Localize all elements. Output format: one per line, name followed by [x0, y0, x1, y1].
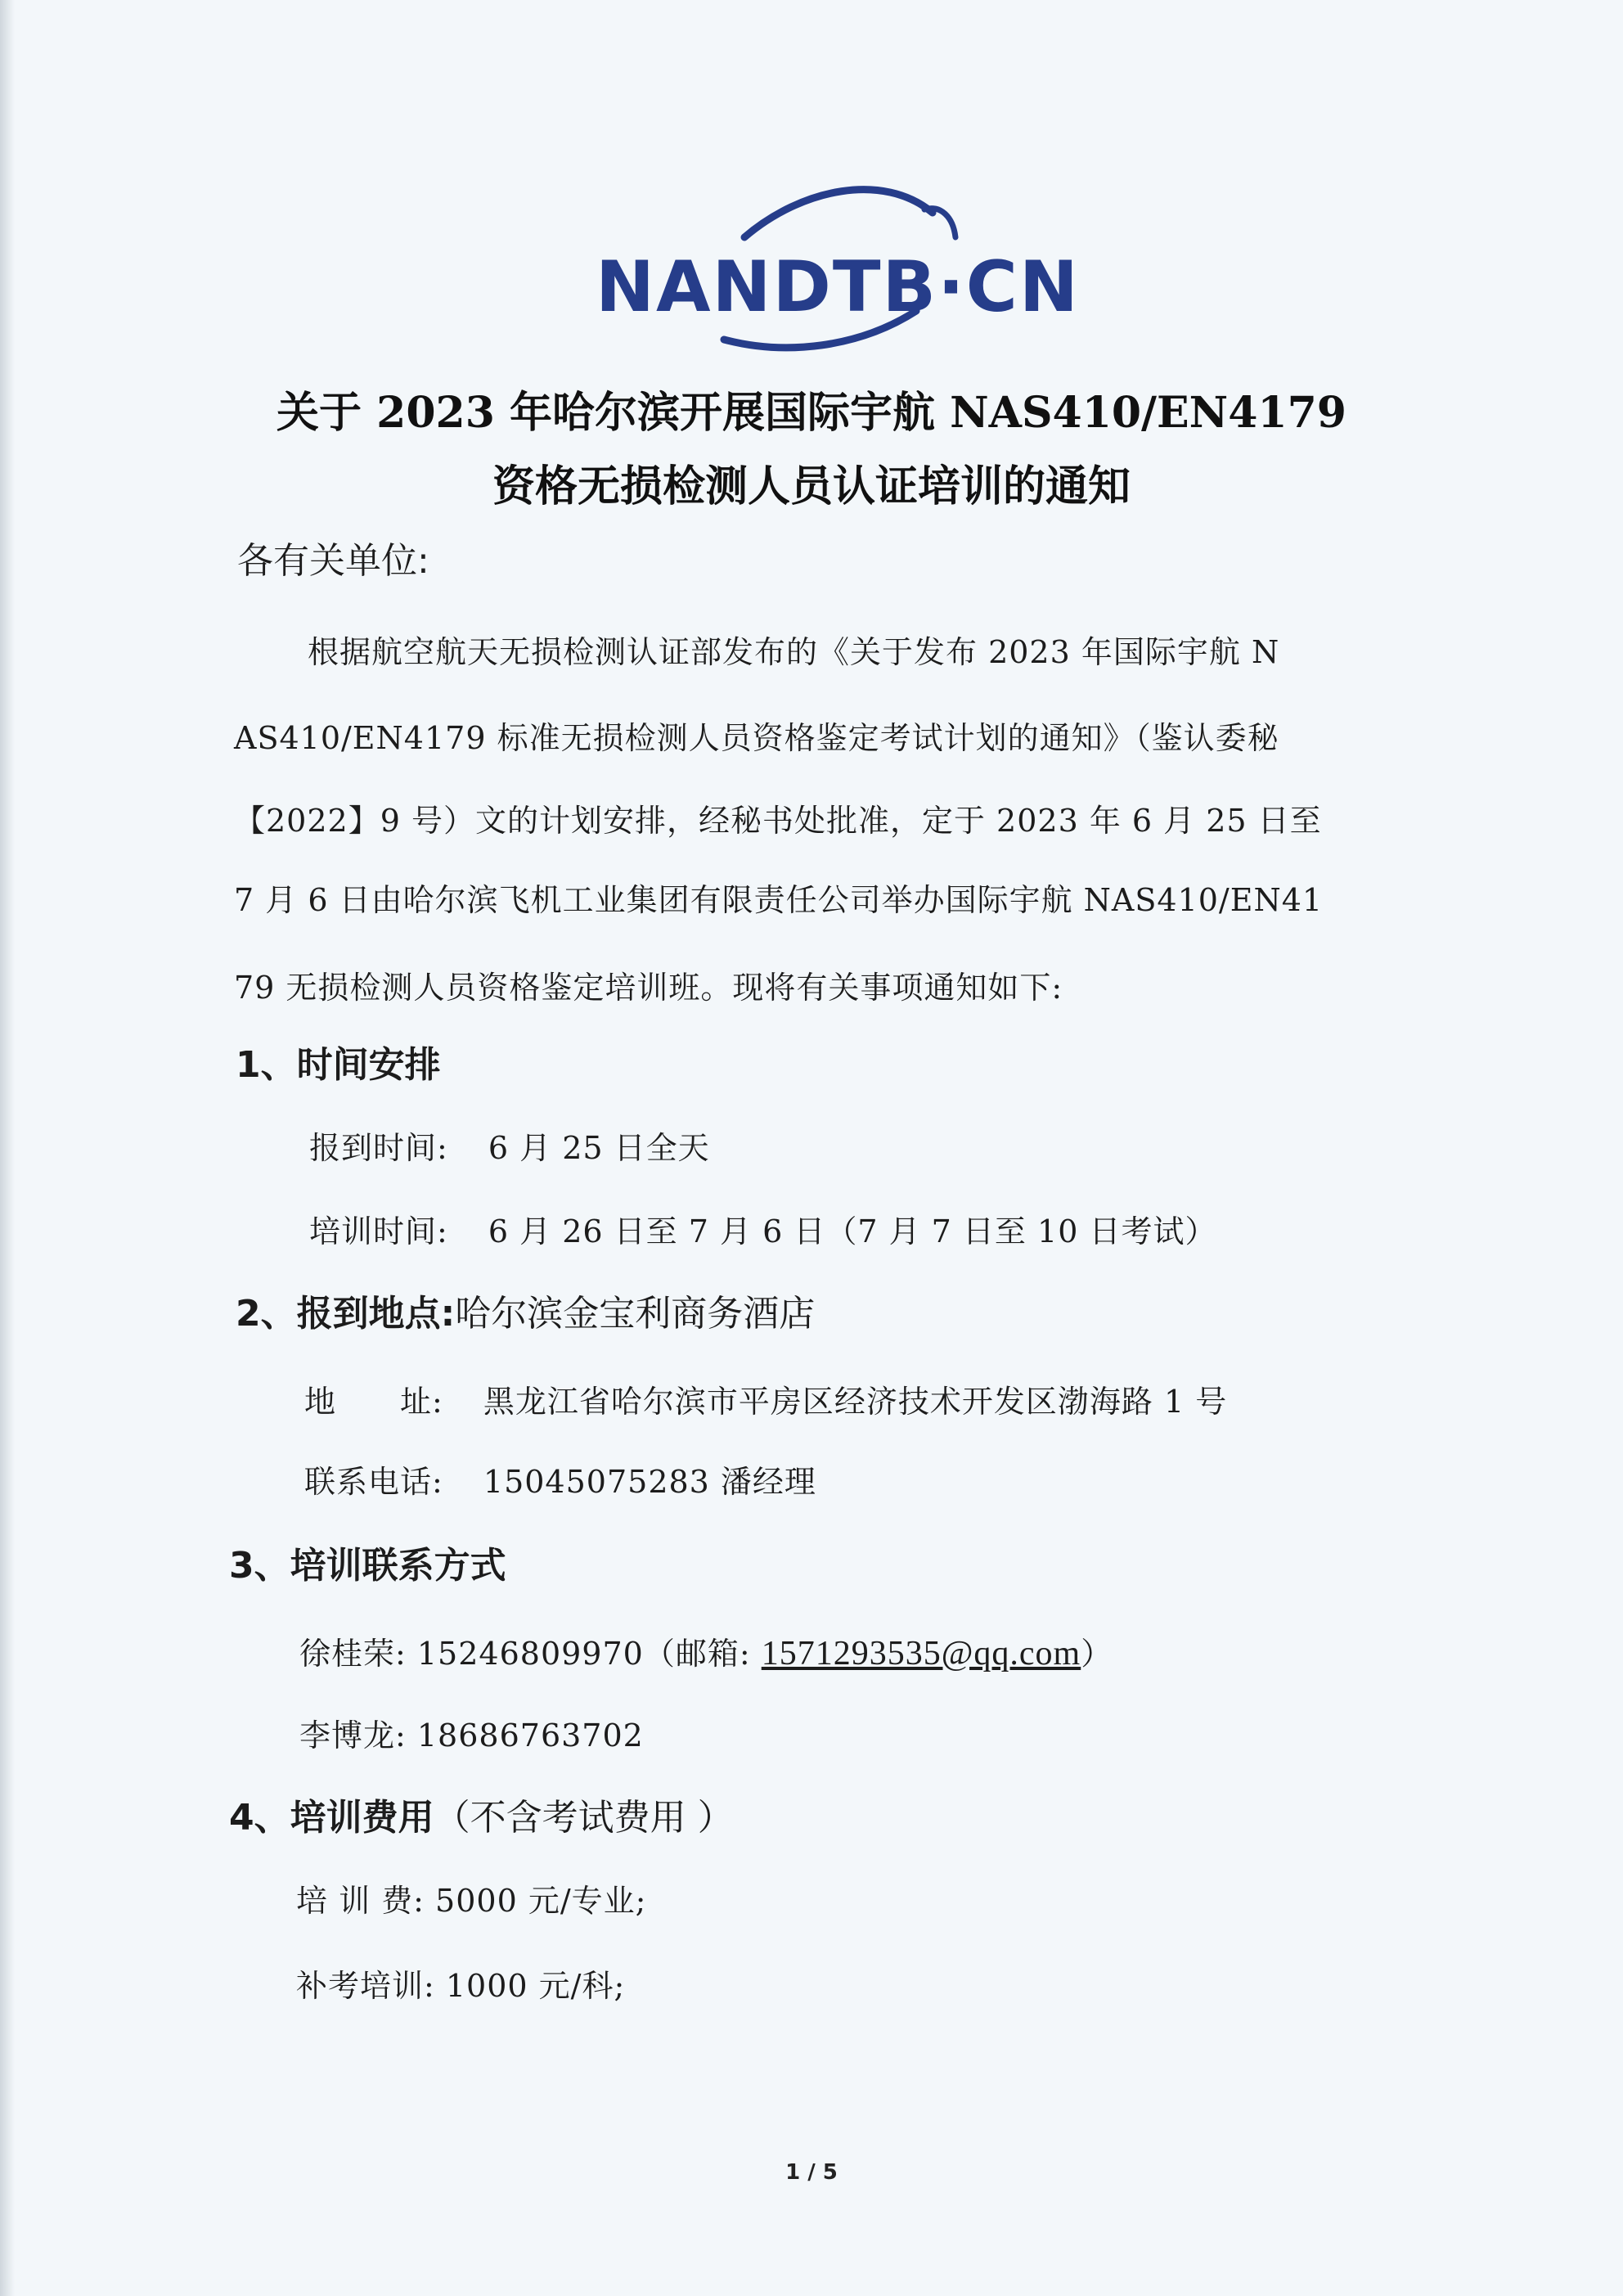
address-value: 黑龙江省哈尔滨市平房区经济技术开发区渤海路 1 号: [483, 1384, 1228, 1420]
contact-row-2: 李博龙: 18686763702: [299, 1717, 644, 1754]
training-time-row: [309, 1213, 1217, 1249]
phone-label: 联系电话:: [304, 1464, 443, 1500]
contact-1-suffix: ）: [1081, 1636, 1113, 1672]
page-number: 1 / 5: [785, 2160, 838, 2185]
report-time-value: 6 月 25 日全天: [488, 1130, 710, 1166]
intro-line: 7 月 6 日由哈尔滨飞机工业集团有限责任公司举办国际宇航 NAS410/EN41: [234, 882, 1324, 918]
intro-line: 根据航空航天无损检测认证部发布的《关于发布 2023 年国际宇航 N: [308, 634, 1280, 670]
address-row: [304, 1384, 1228, 1420]
training-time-value: 6 月 26 日至 7 月 6 日（7 月 7 日至 10 日考试）: [488, 1213, 1217, 1249]
logo-graphic: [589, 180, 1080, 360]
title-line-1: 关于 2023 年哈尔滨开展国际宇航 NAS410/EN4179: [276, 388, 1347, 438]
contact-row-1: [299, 1636, 1113, 1671]
section-heading-location-row: [236, 1293, 816, 1335]
fee-row-training: 培 训 费: 5000 元/专业;: [296, 1883, 647, 1919]
title-line-2: 资格无损检测人员认证培训的通知: [492, 461, 1131, 511]
venue-name: 哈尔滨金宝利商务酒店: [455, 1293, 816, 1335]
section-heading-location: 2、报到地点:: [236, 1293, 456, 1335]
contact-1-text: 徐桂荣: 15246809970（邮箱:: [299, 1636, 751, 1672]
address-label: 地 址:: [304, 1384, 443, 1420]
section-heading-contacts: 3、培训联系方式: [229, 1545, 506, 1587]
intro-line: 【2022】9 号）文的计划安排，经秘书处批准，定于 2023 年 6 月 25 日至: [234, 803, 1322, 839]
nandtb-logo: [589, 180, 1080, 360]
fee-row-retake: 补考培训: 1000 元/科;: [296, 1968, 626, 2004]
section-heading-schedule: 1、时间安排: [236, 1044, 441, 1086]
salutation: 各有关单位:: [237, 540, 429, 582]
section-heading-fees-row: [229, 1797, 734, 1839]
training-time-label: 培训时间:: [309, 1213, 448, 1249]
contact-email-link[interactable]: 1571293535@qq.com: [761, 1635, 1081, 1672]
fees-note: （不含考试费用 ）: [434, 1797, 734, 1839]
report-time-label: 报到时间:: [309, 1130, 448, 1166]
logo-text: NANDTB·CN: [596, 246, 1080, 328]
scan-edge-shadow: [0, 0, 15, 2296]
intro-line: AS410/EN4179 标准无损检测人员资格鉴定考试计划的通知》（鉴认委秘: [234, 720, 1279, 756]
phone-row: [304, 1464, 816, 1500]
intro-line: 79 无损检测人员资格鉴定培训班。现将有关事项通知如下:: [234, 970, 1063, 1006]
phone-value: 15045075283 潘经理: [483, 1464, 816, 1500]
report-time-row: [309, 1132, 710, 1164]
section-heading-fees: 4、培训费用: [229, 1797, 434, 1839]
